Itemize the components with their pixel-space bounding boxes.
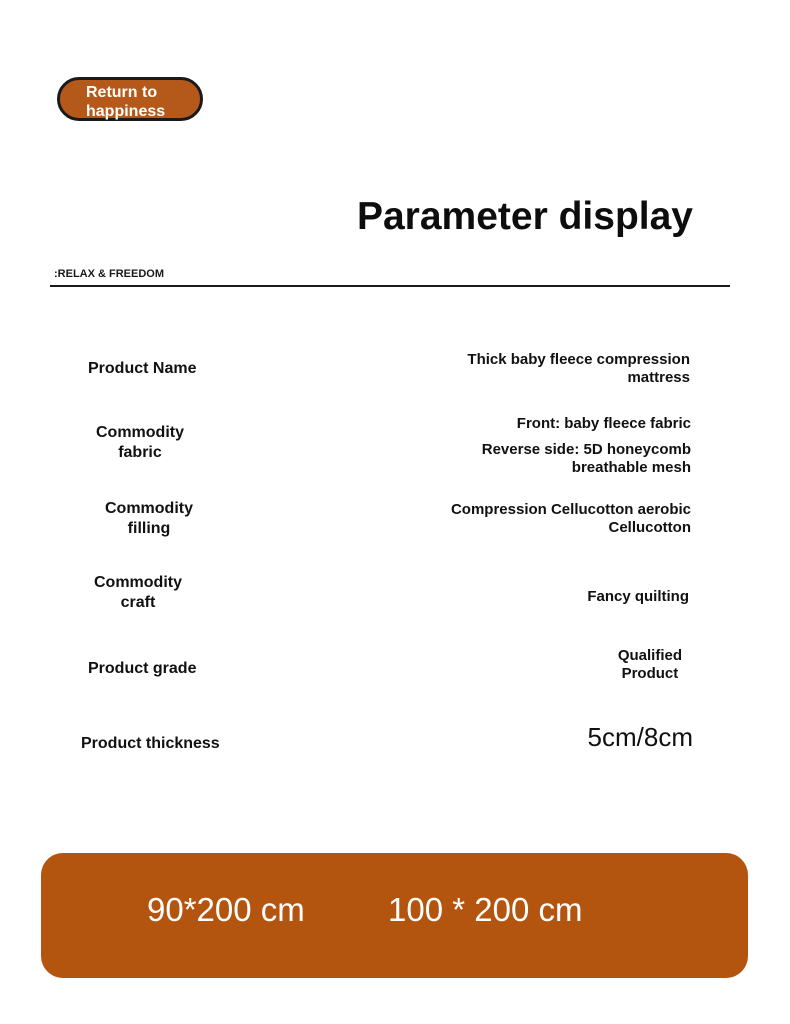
size-option-100x200: 100 * 200 cm [388,891,583,928]
commodity-fabric-label [92,423,188,463]
commodity-craft-value: Fancy quilting [587,588,689,605]
commodity-fabric-label-line-1: Commodity [96,424,184,441]
product-name-value-line-1: Thick baby fleece compression [467,351,690,368]
fabric-reverse-line-2: breathable mesh [571,459,691,476]
product-name-label: Product Name [88,360,197,377]
fabric-front-value: Front: baby fleece fabric [516,415,691,432]
product-grade-value [618,647,682,683]
product-name-value [467,351,690,387]
commodity-craft-label-line-2: craft [120,594,156,611]
commodity-filling-label-line-1: Commodity [105,500,193,517]
product-thickness-value: 5cm/8cm [587,722,693,752]
filling-value-line-2: Cellucotton [608,519,691,536]
commodity-filling-label [101,499,197,539]
fabric-reverse-value [482,441,691,477]
filling-value-line-1: Compression Cellucotton aerobic [450,501,691,518]
commodity-craft-label-line-1: Commodity [94,574,182,591]
product-grade-label: Product grade [88,660,197,677]
badge-line-2: happiness [86,103,166,120]
divider [50,285,730,287]
grade-value-line-2: Product [621,665,679,682]
tagline: :RELAX & FREEDOM [54,268,164,280]
commodity-fabric-label-line-2: fabric [118,444,162,461]
commodity-filling-value [451,501,691,537]
size-options-bar [41,853,748,978]
product-name-value-line-2: mattress [627,369,690,386]
return-to-happiness-badge [57,77,203,121]
product-thickness-label: Product thickness [81,735,220,752]
fabric-reverse-line-1: Reverse side: 5D honeycomb [481,441,691,458]
size-option-90x200: 90*200 cm [147,891,305,928]
grade-value-line-1: Qualified [617,647,682,664]
page-title: Parameter display [356,195,693,238]
commodity-craft-label [90,573,186,613]
badge-line-1: Return to [86,84,158,101]
commodity-filling-label-line-2: filling [127,520,171,537]
